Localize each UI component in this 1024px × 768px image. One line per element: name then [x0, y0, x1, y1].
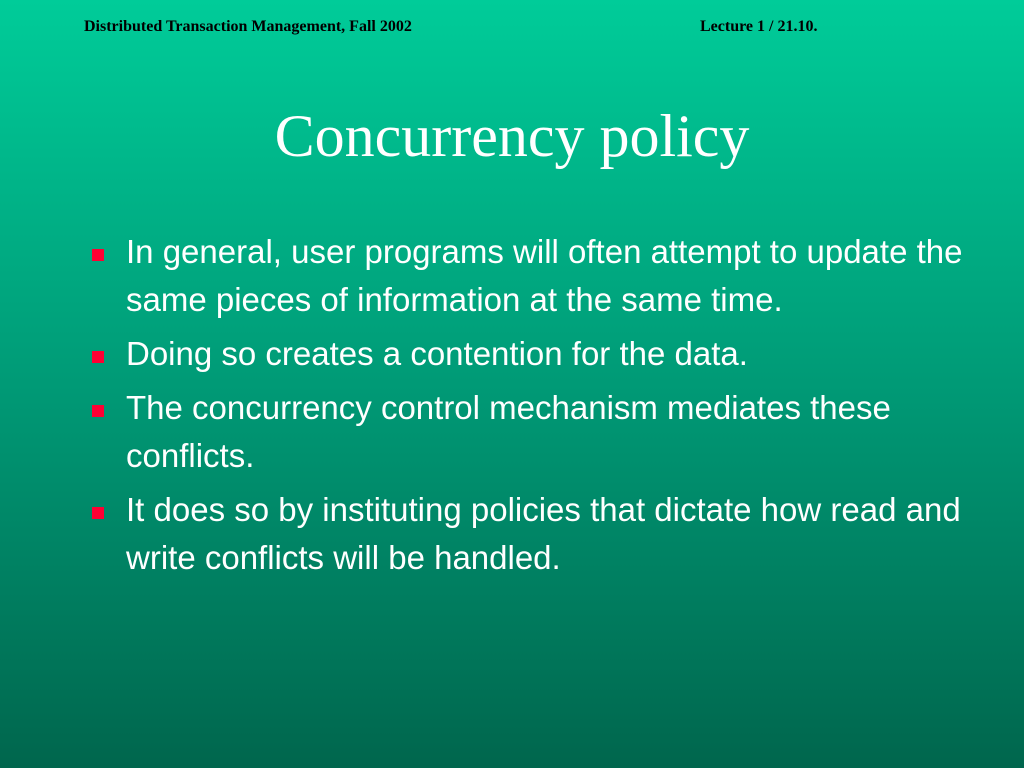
bullet-list: [88, 228, 968, 588]
bullet-text: The concurrency control mechanism mediates these conflicts.: [126, 389, 891, 474]
bullet-item: [88, 486, 968, 582]
bullet-item: [88, 330, 968, 378]
square-bullet-icon: [92, 405, 104, 417]
square-bullet-icon: [92, 351, 104, 363]
bullet-item: [88, 228, 968, 324]
slide-title: Concurrency policy: [274, 103, 750, 169]
bullet-item: [88, 384, 968, 480]
lecture-header: Lecture 1 / 21.10.: [700, 18, 818, 35]
square-bullet-icon: [92, 507, 104, 519]
course-header: Distributed Transaction Management, Fall 2002: [84, 18, 412, 35]
square-bullet-icon: [92, 249, 104, 261]
bullet-text: Doing so creates a contention for the data.: [126, 335, 748, 372]
bullet-text: It does so by instituting policies that dictate how read and write conflicts will be handled.: [126, 491, 961, 576]
bullet-text: In general, user programs will often attempt to update the same pieces of information at the same time.: [126, 233, 963, 318]
